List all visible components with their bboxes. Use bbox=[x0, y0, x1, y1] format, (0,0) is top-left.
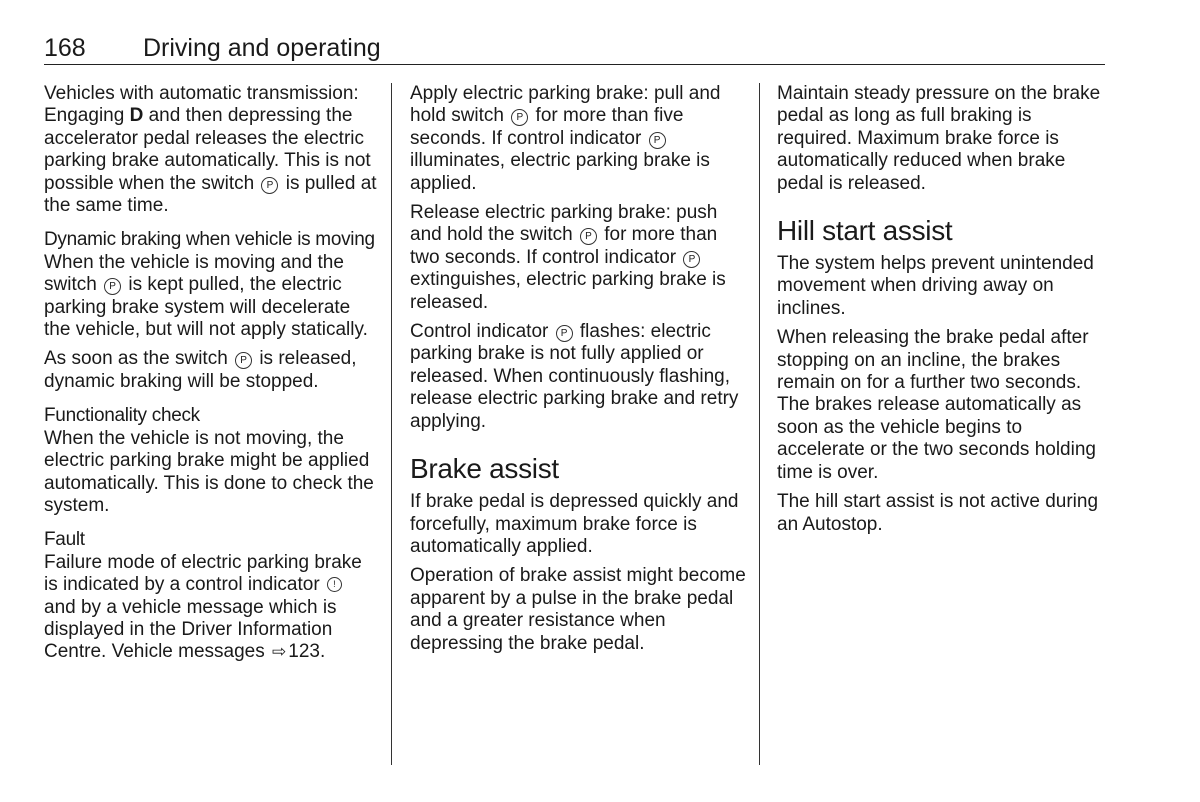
parking-brake-icon: P bbox=[261, 177, 278, 194]
page-reference-arrow-icon: ⇨ bbox=[272, 642, 287, 662]
parking-brake-icon: P bbox=[235, 352, 252, 369]
paragraph: Maintain steady pressure on the brake pedal as long as full braking is required. Maximum brake force is automatically reduced when brake pedal is released. bbox=[777, 83, 1101, 194]
subheading-dynamic-braking: Dynamic braking when vehicle is moving bbox=[44, 229, 375, 251]
paragraph: The hill start assist is not active during an Autostop. bbox=[777, 491, 1099, 535]
paragraph: Failure mode of electric parking brake is indicated by a control indicator ! and by a vehicle message which is displayed in the Driver Information Centre. Vehicle messages ⇨ 123. bbox=[44, 551, 362, 663]
page-header bbox=[44, 34, 1105, 65]
paragraph: Operation of brake assist might become apparent by a pulse in the brake pedal and a greater resistance when depressing the brake pedal. bbox=[410, 565, 746, 654]
page-reference-link[interactable]: 123 bbox=[288, 641, 320, 663]
column-divider bbox=[759, 83, 760, 765]
brake-fault-icon: ! bbox=[327, 577, 342, 592]
paragraph: Vehicles with automatic transmission: Engaging D and then depressing the accelerator pedal releases the electric parking brake automatically. This is not possible when the switch P is pulled at the same time. bbox=[44, 83, 377, 217]
parking-brake-icon: P bbox=[511, 109, 528, 126]
subheading-functionality-check: Functionality check bbox=[44, 405, 200, 427]
paragraph: As soon as the switch P is released, dynamic braking will be stopped. bbox=[44, 348, 357, 392]
paragraph: The system helps prevent unintended movement when driving away on inclines. bbox=[777, 253, 1094, 319]
page-title: Driving and operating bbox=[143, 34, 381, 62]
paragraph: If brake pedal is depressed quickly and forcefully, maximum brake force is automatically applied. bbox=[410, 491, 739, 557]
parking-brake-icon: P bbox=[556, 325, 573, 342]
column-middle bbox=[410, 83, 748, 662]
paragraph: When releasing the brake pedal after stopping on an incline, the brakes remain on for a further two seconds. The brakes release automatically as soon as the vehicle begins to accelerate or the two seconds holding time is over. bbox=[777, 327, 1096, 483]
parking-brake-icon: P bbox=[580, 228, 597, 245]
section-heading-brake-assist: Brake assist bbox=[410, 453, 559, 485]
paragraph: When the vehicle is not moving, the electric parking brake might be applied automatically. This is done to check the system. bbox=[44, 427, 374, 516]
paragraph: When the vehicle is moving and the switch P is kept pulled, the electric parking brake system will decelerate the vehicle, but will not apply statically. bbox=[44, 251, 368, 341]
paragraph: Apply electric parking brake: pull and hold switch P for more than five seconds. If control indicator P illuminates, electric parking brake is applied. bbox=[410, 83, 721, 194]
column-right bbox=[777, 83, 1107, 543]
page-number: 168 bbox=[44, 34, 86, 62]
parking-brake-icon: P bbox=[104, 278, 121, 295]
gear-d-label: D bbox=[129, 105, 144, 127]
section-heading-hill-start-assist: Hill start assist bbox=[777, 215, 953, 247]
paragraph: Control indicator P flashes: electric parking brake is not fully applied or released. When continuously flashing, release electric parking brake and retry applying. bbox=[410, 321, 739, 432]
column-left bbox=[44, 83, 378, 671]
subheading-fault: Fault bbox=[44, 529, 85, 551]
parking-brake-icon: P bbox=[649, 132, 666, 149]
column-divider bbox=[391, 83, 392, 765]
paragraph: Release electric parking brake: push and hold the switch P for more than two seconds. If control indicator P extinguishes, electric parking brake is released. bbox=[410, 202, 726, 313]
parking-brake-icon: P bbox=[683, 251, 700, 268]
